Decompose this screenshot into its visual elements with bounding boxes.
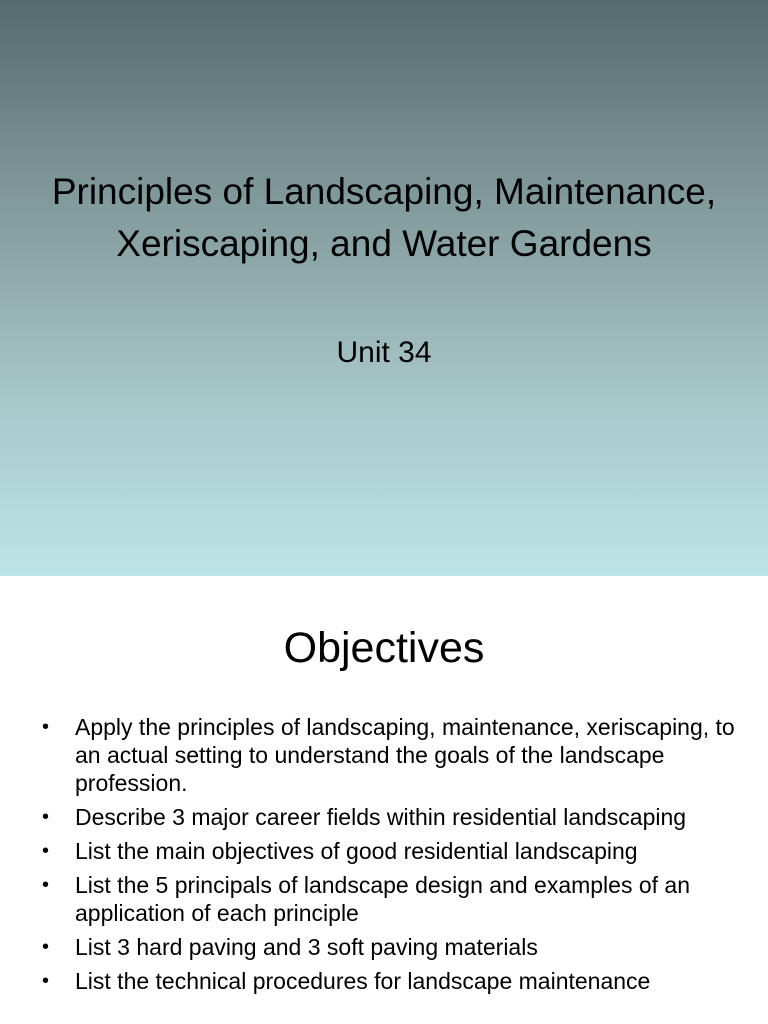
objectives-heading: Objectives — [283, 624, 485, 672]
list-item-text: List the main objectives of good residential landscaping — [75, 838, 638, 864]
bullet-icon: • — [42, 840, 50, 862]
bullet-icon: • — [42, 970, 50, 992]
bullet-icon: • — [42, 874, 50, 896]
bullet-icon: • — [42, 936, 50, 958]
list-item-text: Describe 3 major career fields within residential landscaping — [75, 804, 687, 830]
list-item — [40, 837, 740, 865]
objectives-list — [40, 713, 740, 1001]
bullet-icon: • — [42, 806, 50, 828]
list-item — [40, 967, 740, 995]
list-item — [40, 713, 740, 797]
slide-title: Principles of Landscaping, Maintenance, Xeriscaping, and Water Gardens — [51, 171, 717, 264]
list-item — [40, 803, 740, 831]
list-item — [40, 933, 740, 961]
list-item-text: List 3 hard paving and 3 soft paving materials — [75, 934, 538, 960]
slide-subtitle: Unit 34 — [336, 336, 432, 369]
list-item-text: Apply the principles of landscaping, maintenance, xeriscaping, to an actual setting to understand the goals of the landscape profession. — [75, 714, 735, 796]
bullet-icon: • — [42, 716, 50, 738]
list-item-text: List the 5 principals of landscape design and examples of an application of each principle — [75, 872, 691, 926]
objectives-slide — [0, 576, 768, 1024]
list-item-text: List the technical procedures for landscape maintenance — [75, 968, 651, 994]
list-item — [40, 871, 740, 927]
